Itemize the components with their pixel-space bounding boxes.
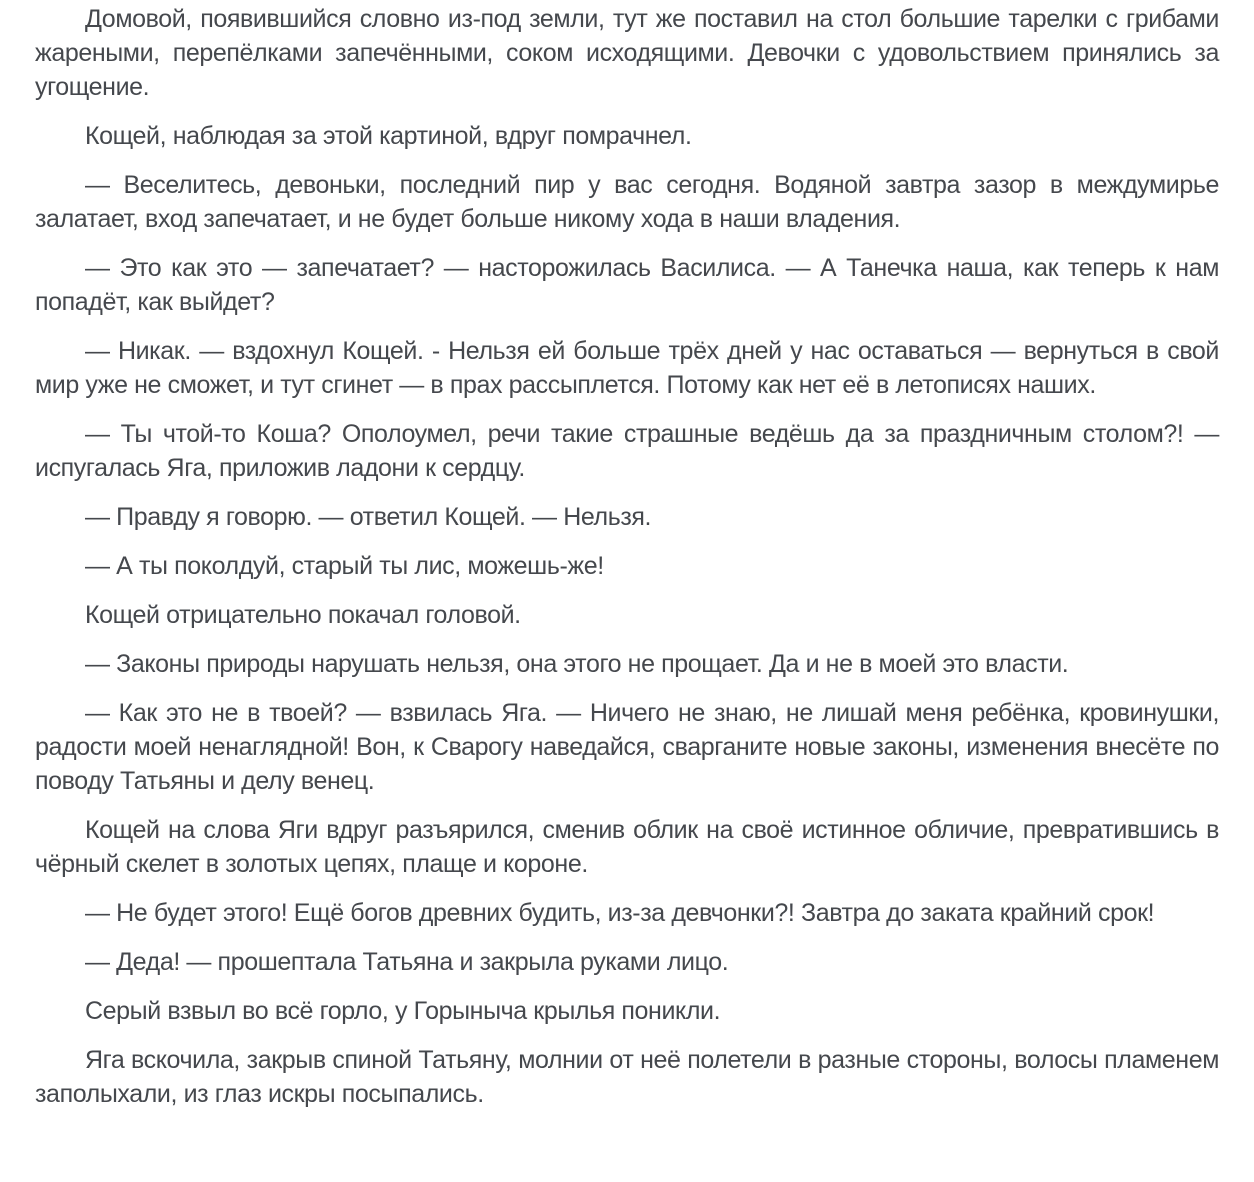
paragraph: Яга вскочила, закрыв спиной Татьяну, молнии от неё полетели в разные стороны, волосы пламенем заполыхали, из глаз искры посыпались.	[35, 1046, 1219, 1108]
paragraph: Домовой, появившийся словно из-под земли, тут же поставил на стол большие тарелки с грибами жареными, перепёлками запечёнными, соком исходящими. Девочки с удовольствием принялись за угощение.	[35, 5, 1219, 101]
paragraph: — Законы природы нарушать нельзя, она этого не прощает. Да и не в моей это власти.	[85, 650, 1069, 678]
paragraph: Кощей отрицательно покачал головой.	[85, 601, 521, 629]
paragraph: Кощей, наблюдая за этой картиной, вдруг помрачнел.	[85, 122, 692, 150]
paragraph: — Это как это — запечатает? — насторожилась Василиса. — А Танечка наша, как теперь к нам попадёт, как выйдет?	[35, 254, 1219, 316]
paragraph: — Правду я говорю. — ответил Кощей. — Нельзя.	[85, 503, 652, 531]
paragraph: — Веселитесь, девоньки, последний пир у вас сегодня. Водяной завтра зазор в междумирье залатает, вход запечатает, и не будет больше никому хода в наши владения.	[35, 171, 1219, 233]
paragraph: — Деда! — прошептала Татьяна и закрыла руками лицо.	[85, 948, 729, 976]
paragraph: — Как это не в твоей? — взвилась Яга. — Ничего не знаю, не лишай меня ребёнка, кровинушки, радости моей ненаглядной! Вон, к Сварогу наведайся, сварганите новые законы, изменения внесёте по поводу Татьяны и делу венец.	[35, 699, 1219, 795]
paragraph: Серый взвыл во всё горло, у Горыныча крылья поникли.	[85, 997, 721, 1025]
paragraph: Кощей на слова Яги вдруг разъярился, сменив облик на своё истинное обличие, превратившись в чёрный скелет в золотых цепях, плаще и короне.	[35, 816, 1219, 878]
paragraph: — Никак. — вздохнул Кощей. - Нельзя ей больше трёх дней у нас оставаться — вернуться в свой мир уже не сможет, и тут сгинет — в прах рассыплется. Потому как нет её в летописях наших.	[35, 337, 1219, 399]
paragraph: — Не будет этого! Ещё богов древних будить, из-за девчонки?! Завтра до заката крайний срок!	[85, 899, 1155, 927]
paragraph: — А ты поколдуй, старый ты лис, можешь-же!	[85, 552, 604, 580]
paragraph: — Ты чтой-то Коша? Ополоумел, речи такие страшные ведёшь да за праздничным столом?! — испугалась Яга, приложив ладони к сердцу.	[35, 420, 1219, 482]
